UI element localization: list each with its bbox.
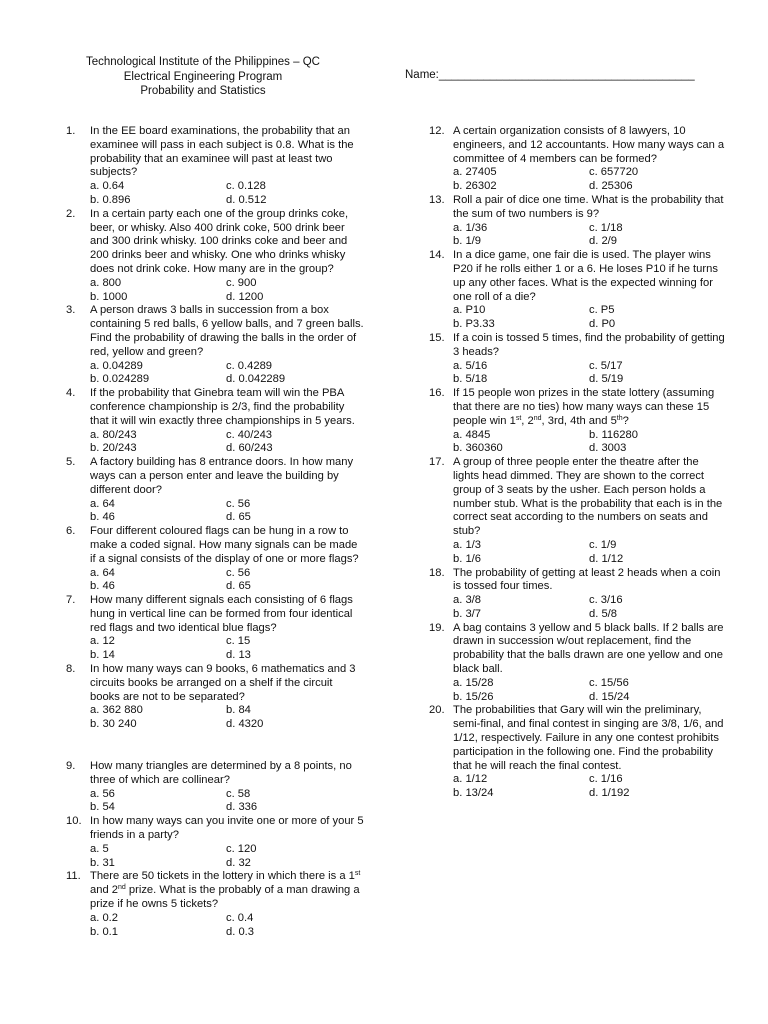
answer-option: d. 0.042289 [226, 373, 286, 386]
answer-option: b. 5/18 [453, 373, 488, 386]
question-text: How many triangles are determined by a 8 points, no three of which are collinear? [90, 760, 352, 786]
answer-option: d. 336 [226, 801, 258, 814]
answer-options [90, 180, 364, 208]
answer-option: b. 1000 [90, 290, 128, 303]
answer-option: d. 65 [226, 580, 251, 593]
spacer [66, 732, 364, 760]
answer-option: c. 56 [226, 566, 251, 579]
question-text: A group of three people enter the theatre after the lights head dimmed. They are shown to the correct group of 3 seats by the usher. Each person holds a number stub. What is the probability that each is in the correct seat according to the numbers on seats and stub? [453, 456, 723, 538]
question-number: 6. [66, 525, 76, 538]
answer-option: b. 46 [90, 580, 115, 593]
answer-option: d. 5/19 [589, 373, 624, 386]
answer-options [453, 166, 725, 194]
answer-option: c. 900 [226, 276, 257, 289]
answer-option: d. 4320 [226, 718, 264, 731]
answer-option: d. 25306 [589, 180, 633, 193]
answer-options [453, 773, 725, 801]
answer-option: b. P3.33 [453, 318, 495, 331]
answer-option: d. 60/243 [226, 442, 273, 455]
answer-options [90, 635, 364, 663]
question-item [429, 567, 725, 622]
question-item [429, 332, 725, 387]
answer-option: b. 54 [90, 801, 115, 814]
question-text: A certain organization consists of 8 lawyers, 10 engineers, and 12 accountants. How many ways can a committee of 4 members can be formed? [453, 125, 725, 165]
question-number: 17. [429, 456, 445, 469]
answer-option: c. 0.128 [226, 180, 266, 193]
answer-option: b. 26302 [453, 180, 497, 193]
answer-option: d. 32 [226, 856, 251, 869]
answer-option: c. 0.4289 [226, 359, 273, 372]
answer-options [90, 704, 364, 732]
question-number: 19. [429, 621, 445, 634]
question-item [429, 622, 725, 705]
answer-option: b. 14 [90, 649, 115, 662]
question-text: In the EE board examinations, the probability that an examinee will pass in each subject is 0.8. What is the probability that an examinee will past at least two subjects? [90, 125, 354, 179]
answer-option: a. 15/28 [453, 676, 494, 689]
answer-option: c. 1/18 [589, 221, 623, 234]
answer-option: a. 3/8 [453, 594, 481, 607]
answer-option: d. 1200 [226, 290, 264, 303]
question-number: 16. [429, 387, 445, 400]
question-number: 2. [66, 207, 76, 220]
answer-option: a. 0.2 [90, 911, 118, 924]
question-number: 11. [66, 870, 81, 883]
questions-left-column [66, 125, 364, 939]
question-item [66, 387, 364, 456]
answer-option: b. 0.896 [90, 193, 131, 206]
question-item [429, 249, 725, 332]
answer-option: a. 5 [90, 842, 109, 855]
answer-options [90, 429, 364, 457]
answer-option: b. 84 [226, 704, 251, 717]
answer-option: b. 46 [90, 511, 115, 524]
answer-option: b. 3/7 [453, 607, 481, 620]
answer-option: c. 56 [226, 497, 251, 510]
question-text: If a coin is tossed 5 times, find the probability of getting 3 heads? [453, 331, 725, 358]
answer-option: a. 56 [90, 787, 115, 800]
question-number: 7. [66, 594, 76, 607]
question-number: 12. [429, 125, 445, 137]
answer-option: d. P0 [589, 318, 616, 331]
question-text: In a certain party each one of the group drinks coke, beer, or whisky. Also 400 drink coke, 500 drink beer and 300 drink whisky. 100 drinks coke and beer and 200 drinks beer and whisky. One who drinks whisky does not drink coke. How many are in the group? [90, 207, 349, 275]
question-number: 13. [429, 193, 445, 206]
answer-option: b. 0.024289 [90, 373, 150, 386]
question-number: 8. [66, 663, 76, 676]
question-text: A factory building has 8 entrance doors. In how many ways can a person enter and leave the building by different door? [90, 456, 354, 496]
answer-option: b. 0.1 [90, 925, 118, 938]
answer-option: b. 15/26 [453, 690, 494, 703]
question-text: If the probability that Ginebra team will win the PBA conference championship is 2/3, find the probability that it will win exactly three championships in 5 years. [90, 387, 355, 427]
answer-option: a. 12 [90, 635, 115, 648]
question-number: 14. [429, 249, 445, 262]
question-item [66, 208, 364, 305]
question-text: Roll a pair of dice one time. What is the probability that the sum of two numbers is 9? [453, 193, 724, 220]
question-number: 3. [66, 304, 76, 317]
answer-option: b. 1/9 [453, 235, 481, 248]
answer-option: d. 13 [226, 649, 251, 662]
question-item [429, 194, 725, 249]
institute-name: Technological Institute of the Philippines – QC [86, 56, 320, 68]
answer-option: c. 58 [226, 787, 251, 800]
answer-options [90, 912, 364, 940]
answer-option: c. 40/243 [226, 428, 273, 441]
answer-option: a. 800 [90, 276, 122, 289]
answer-options [453, 429, 725, 457]
question-item [66, 456, 364, 525]
answer-option: d. 1/192 [589, 787, 630, 800]
answer-option: c. 1/9 [589, 538, 617, 551]
question-number: 18. [429, 566, 445, 579]
document-header [50, 55, 356, 99]
answer-options [453, 677, 725, 705]
answer-option: a. 64 [90, 566, 115, 579]
question-item [429, 387, 725, 456]
program-name: Electrical Engineering Program [123, 70, 283, 83]
answer-option: b. 13/24 [453, 787, 494, 800]
answer-option: a. 5/16 [453, 359, 488, 372]
answer-option: b. 31 [90, 856, 115, 869]
answer-option: d. 3003 [589, 442, 627, 455]
question-item [66, 125, 364, 208]
answer-option: a. P10 [453, 304, 486, 317]
answer-option: c. 15/56 [589, 676, 629, 689]
answer-option: d. 1/12 [589, 552, 624, 565]
answer-option: a. 0.64 [90, 180, 125, 193]
question-number: 1. [66, 125, 76, 137]
answer-options [90, 788, 364, 816]
answer-option: a. 80/243 [90, 428, 137, 441]
answer-option: a. 4845 [453, 428, 491, 441]
answer-option: b. 1/6 [453, 552, 481, 565]
name-field: Name:________________________________________ [405, 69, 695, 81]
question-number: 4. [66, 387, 76, 400]
answer-options [90, 360, 364, 388]
answer-options [453, 222, 725, 250]
question-item [429, 125, 725, 194]
course-title: Probability and Statistics [140, 85, 266, 97]
answer-options [90, 498, 364, 526]
question-item [66, 525, 364, 594]
answer-option: b. 20/243 [90, 442, 137, 455]
answer-option: a. 362 880 [90, 704, 143, 717]
question-number: 10. [66, 815, 82, 828]
question-item [66, 815, 364, 870]
answer-option: c. 657720 [589, 166, 639, 179]
question-text: In how many ways can you invite one or more of your 5 friends in a party? [90, 815, 364, 842]
question-number: 5. [66, 456, 76, 469]
question-text: In a dice game, one fair die is used. The player wins P20 if he rolls either 1 or a 6. He loses P10 if he turns up any other faces. What is the expected winning for one roll of a die? [453, 249, 718, 303]
question-item [66, 760, 364, 815]
question-text: The probabilities that Gary will win the preliminary, semi-final, and final contest in singing are 3/8, 1/6, and 1/12, respectively. Failure in any one contest prohibits participation in the following one. Find the probability that he will reach the final contest. [453, 704, 724, 772]
question-text: The probability of getting at least 2 heads when a coin is tossed four times. [453, 566, 721, 593]
answer-option: a. 27405 [453, 166, 497, 179]
question-item [66, 594, 364, 663]
answer-option: d. 65 [226, 511, 251, 524]
question-text: Four different coloured flags can be hung in a row to make a coded signal. How many signals can be made if a signal consists of the display of one or more flags? [90, 525, 359, 565]
answer-option: b. 360360 [453, 442, 503, 455]
answer-options [90, 843, 364, 871]
questions-right-column [429, 125, 725, 801]
answer-option: d. 2/9 [589, 235, 617, 248]
question-item [429, 704, 725, 801]
answer-options [453, 539, 725, 567]
question-text: How many different signals each consisting of 6 flags hung in vertical line can be formed from four identical red flags and two identical blue flags? [90, 594, 353, 634]
answer-option: a. 64 [90, 497, 115, 510]
answer-options [90, 567, 364, 595]
question-number: 20. [429, 704, 445, 717]
answer-option: c. 0.4 [226, 911, 254, 924]
answer-option: a. 0.04289 [90, 359, 143, 372]
answer-option: b. 116280 [589, 428, 638, 441]
answer-option: c. 3/16 [589, 594, 623, 607]
answer-option: c. 1/16 [589, 773, 623, 786]
question-text: A person draws 3 balls in succession from a box containing 5 red balls, 6 yellow balls, and 7 green balls. Find the probability of drawing the balls in the order of red, yellow and green? [90, 304, 364, 358]
answer-option: c. P5 [589, 304, 615, 317]
question-item [429, 456, 725, 566]
answer-options [453, 594, 725, 622]
question-text: There are 50 tickets in the lottery in which there is a 1st and 2nd prize. What is the probably of a man drawing a prize if he owns 5 tickets? [90, 870, 361, 911]
answer-option: a. 1/3 [453, 538, 481, 551]
answer-option: b. 30 240 [90, 718, 137, 731]
answer-option: c. 5/17 [589, 359, 623, 372]
question-number: 9. [66, 760, 76, 773]
answer-option: d. 5/8 [589, 607, 617, 620]
question-number: 15. [429, 331, 445, 344]
answer-option: c. 15 [226, 635, 251, 648]
question-text: A bag contains 3 yellow and 5 black balls. If 2 balls are drawn in succession w/out replacement, find the probability that the balls drawn are one yellow and one black ball. [453, 621, 724, 676]
question-item [66, 304, 364, 387]
answer-options [453, 304, 725, 332]
answer-option: a. 1/12 [453, 773, 488, 786]
question-text: In how many ways can 9 books, 6 mathematics and 3 circuits books be arranged on a shelf if the circuit books are not to be separated? [90, 663, 356, 703]
answer-options [453, 360, 725, 388]
answer-option: d. 0.512 [226, 193, 267, 206]
question-text: If 15 people won prizes in the state lottery (assuming that there are no ties) how many ways can these 15 people win 1st, 2nd, 3rd, 4th and 5th? [453, 387, 715, 427]
question-item [66, 870, 364, 939]
question-item [66, 663, 364, 732]
answer-options [90, 277, 364, 305]
answer-option: d. 15/24 [589, 690, 630, 703]
answer-option: c. 120 [226, 842, 257, 855]
answer-option: d. 0.3 [226, 925, 254, 938]
answer-option: a. 1/36 [453, 221, 488, 234]
